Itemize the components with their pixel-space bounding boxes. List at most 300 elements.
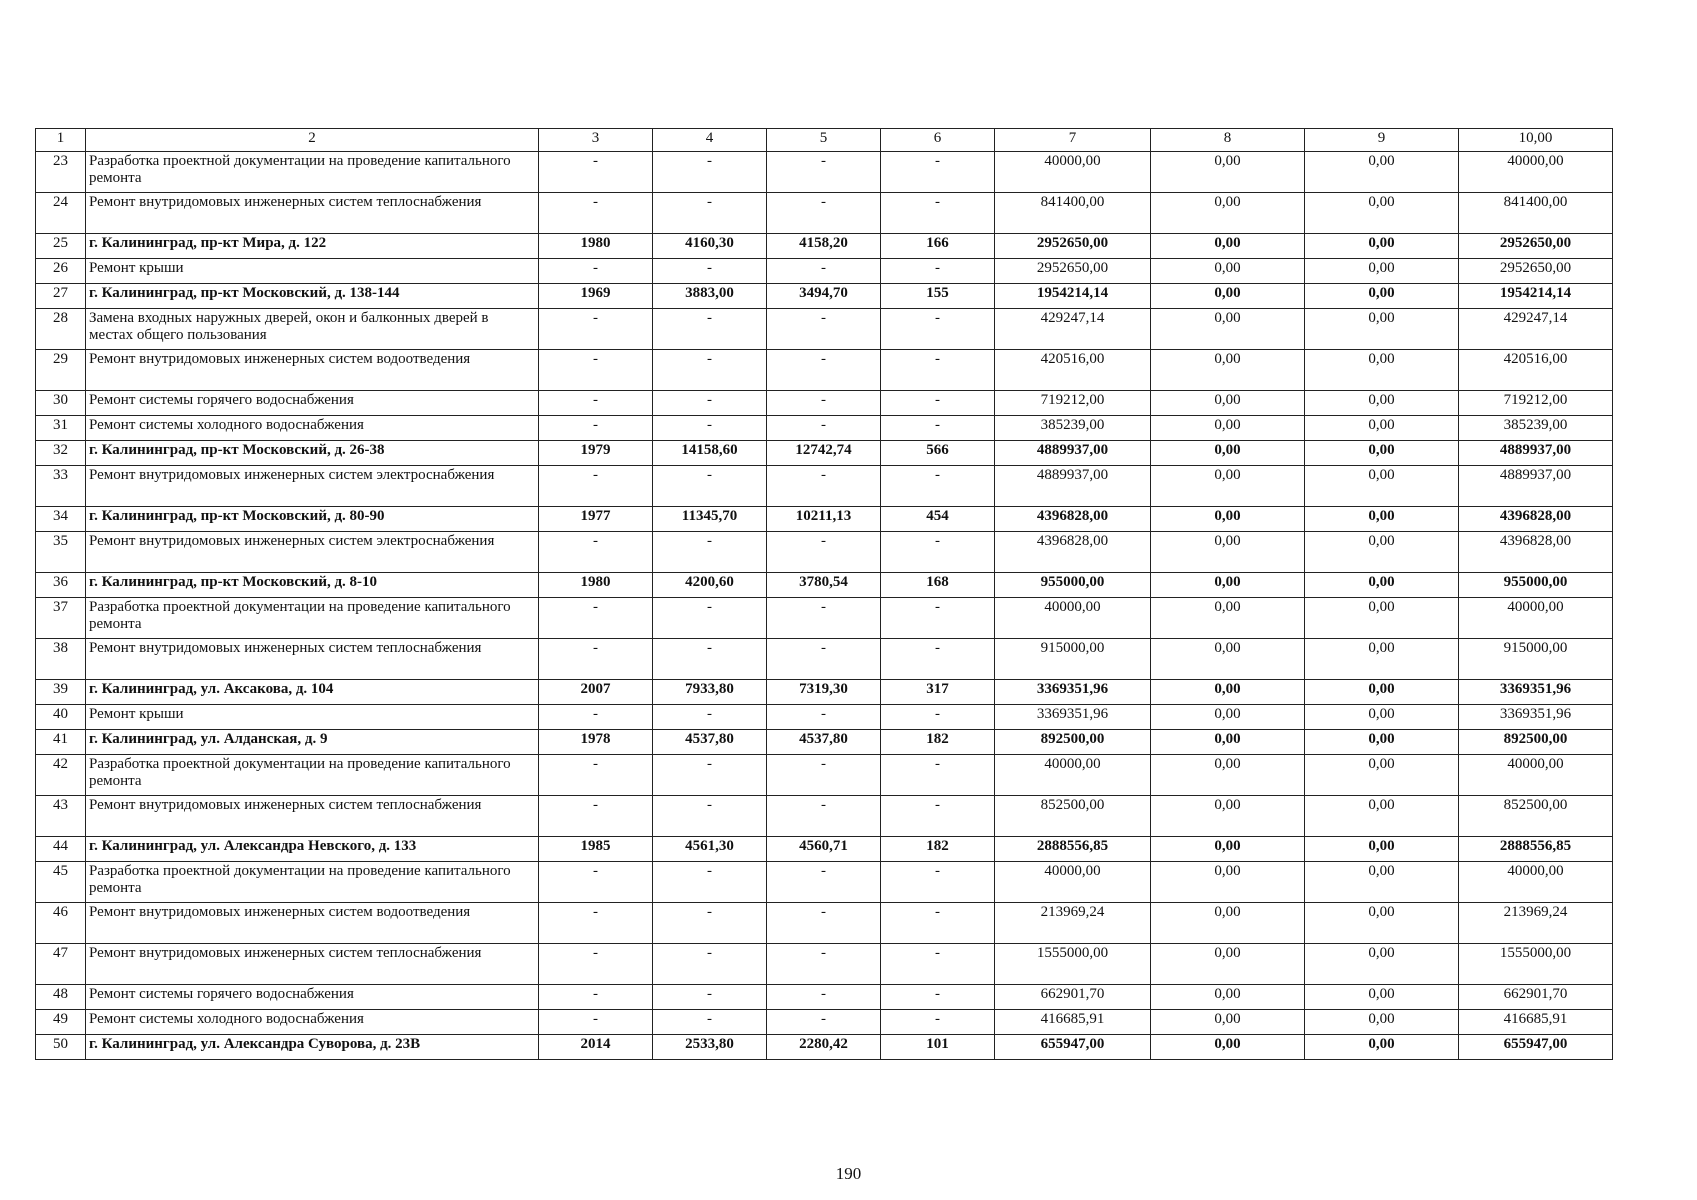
work-name-cell: Ремонт крыши xyxy=(86,705,539,730)
table-row xyxy=(36,639,1613,680)
owners-funds-cell: 915000,00 xyxy=(1459,639,1613,680)
table-row xyxy=(36,193,1613,234)
fund-a-cell: 0,00 xyxy=(1151,730,1305,755)
table-row xyxy=(36,985,1613,1010)
total-cost-cell: 3369351,96 xyxy=(995,680,1151,705)
fund-a-cell: 0,00 xyxy=(1151,152,1305,193)
work-name-cell: Ремонт внутридомовых инженерных систем водоотведения xyxy=(86,903,539,944)
table-row xyxy=(36,573,1613,598)
fund-a-cell: 0,00 xyxy=(1151,284,1305,309)
work-name-cell: Разработка проектной документации на проведение капитального ремонта xyxy=(86,862,539,903)
fund-a-cell: 0,00 xyxy=(1151,234,1305,259)
owners-funds-cell: 4889937,00 xyxy=(1459,441,1613,466)
area-total-cell: 14158,60 xyxy=(653,441,767,466)
owners-funds-cell: 385239,00 xyxy=(1459,416,1613,441)
header-cell: 9 xyxy=(1305,129,1459,152)
owners-funds-cell: 213969,24 xyxy=(1459,903,1613,944)
total-cost-cell: 2952650,00 xyxy=(995,259,1151,284)
row-number-cell: 45 xyxy=(36,862,86,903)
header-cell: 6 xyxy=(881,129,995,152)
work-name-cell: Ремонт внутридомовых инженерных систем теплоснабжения xyxy=(86,639,539,680)
fund-b-cell: 0,00 xyxy=(1305,309,1459,350)
area-total-cell: - xyxy=(653,598,767,639)
row-number-cell: 37 xyxy=(36,598,86,639)
table-row xyxy=(36,755,1613,796)
total-cost-cell: 4889937,00 xyxy=(995,466,1151,507)
fund-b-cell: 0,00 xyxy=(1305,573,1459,598)
area-total-cell: - xyxy=(653,705,767,730)
area-total-cell: 2533,80 xyxy=(653,1035,767,1060)
owners-funds-cell: 655947,00 xyxy=(1459,1035,1613,1060)
row-number-cell: 32 xyxy=(36,441,86,466)
row-number-cell: 50 xyxy=(36,1035,86,1060)
owners-funds-cell: 2952650,00 xyxy=(1459,234,1613,259)
row-number-cell: 35 xyxy=(36,532,86,573)
year-cell: - xyxy=(539,639,653,680)
year-cell: - xyxy=(539,1010,653,1035)
work-name-cell: г. Калининград, пр-кт Московский, д. 8-10 xyxy=(86,573,539,598)
residents-cell: - xyxy=(881,598,995,639)
residents-cell: - xyxy=(881,152,995,193)
area-total-cell: - xyxy=(653,796,767,837)
row-number-cell: 27 xyxy=(36,284,86,309)
fund-b-cell: 0,00 xyxy=(1305,598,1459,639)
year-cell: 1969 xyxy=(539,284,653,309)
area-living-cell: - xyxy=(767,416,881,441)
owners-funds-cell: 420516,00 xyxy=(1459,350,1613,391)
area-living-cell: - xyxy=(767,259,881,284)
residents-cell: - xyxy=(881,985,995,1010)
owners-funds-cell: 4396828,00 xyxy=(1459,532,1613,573)
row-number-cell: 28 xyxy=(36,309,86,350)
work-name-cell: Ремонт системы холодного водоснабжения xyxy=(86,416,539,441)
row-number-cell: 24 xyxy=(36,193,86,234)
owners-funds-cell: 3369351,96 xyxy=(1459,705,1613,730)
area-living-cell: - xyxy=(767,193,881,234)
owners-funds-cell: 40000,00 xyxy=(1459,755,1613,796)
table-row xyxy=(36,680,1613,705)
total-cost-cell: 662901,70 xyxy=(995,985,1151,1010)
fund-b-cell: 0,00 xyxy=(1305,1010,1459,1035)
work-name-cell: Ремонт внутридомовых инженерных систем водоотведения xyxy=(86,350,539,391)
year-cell: - xyxy=(539,796,653,837)
row-number-cell: 38 xyxy=(36,639,86,680)
area-total-cell: - xyxy=(653,391,767,416)
total-cost-cell: 1954214,14 xyxy=(995,284,1151,309)
total-cost-cell: 420516,00 xyxy=(995,350,1151,391)
table-row xyxy=(36,862,1613,903)
owners-funds-cell: 2952650,00 xyxy=(1459,259,1613,284)
total-cost-cell: 1555000,00 xyxy=(995,944,1151,985)
fund-a-cell: 0,00 xyxy=(1151,755,1305,796)
area-living-cell: 3780,54 xyxy=(767,573,881,598)
fund-b-cell: 0,00 xyxy=(1305,466,1459,507)
table-row xyxy=(36,796,1613,837)
row-number-cell: 31 xyxy=(36,416,86,441)
residents-cell: - xyxy=(881,903,995,944)
fund-b-cell: 0,00 xyxy=(1305,1035,1459,1060)
fund-b-cell: 0,00 xyxy=(1305,391,1459,416)
work-name-cell: г. Калининград, ул. Алданская, д. 9 xyxy=(86,730,539,755)
owners-funds-cell: 852500,00 xyxy=(1459,796,1613,837)
row-number-cell: 23 xyxy=(36,152,86,193)
residents-cell: 101 xyxy=(881,1035,995,1060)
fund-a-cell: 0,00 xyxy=(1151,391,1305,416)
work-name-cell: г. Калининград, ул. Александра Суворова, д. 23В xyxy=(86,1035,539,1060)
row-number-cell: 47 xyxy=(36,944,86,985)
residents-cell: - xyxy=(881,466,995,507)
row-number-cell: 46 xyxy=(36,903,86,944)
row-number-cell: 29 xyxy=(36,350,86,391)
work-name-cell: г. Калининград, пр-кт Московский, д. 26-38 xyxy=(86,441,539,466)
year-cell: - xyxy=(539,532,653,573)
area-living-cell: 4560,71 xyxy=(767,837,881,862)
total-cost-cell: 841400,00 xyxy=(995,193,1151,234)
table-row xyxy=(36,284,1613,309)
fund-b-cell: 0,00 xyxy=(1305,862,1459,903)
area-living-cell: - xyxy=(767,391,881,416)
table-row xyxy=(36,1010,1613,1035)
row-number-cell: 39 xyxy=(36,680,86,705)
row-number-cell: 43 xyxy=(36,796,86,837)
total-cost-cell: 4889937,00 xyxy=(995,441,1151,466)
table-row xyxy=(36,391,1613,416)
table-row xyxy=(36,1035,1613,1060)
total-cost-cell: 3369351,96 xyxy=(995,705,1151,730)
header-cell: 1 xyxy=(36,129,86,152)
owners-funds-cell: 841400,00 xyxy=(1459,193,1613,234)
fund-a-cell: 0,00 xyxy=(1151,573,1305,598)
fund-b-cell: 0,00 xyxy=(1305,152,1459,193)
year-cell: 1985 xyxy=(539,837,653,862)
total-cost-cell: 40000,00 xyxy=(995,598,1151,639)
fund-a-cell: 0,00 xyxy=(1151,903,1305,944)
row-number-cell: 48 xyxy=(36,985,86,1010)
work-name-cell: Разработка проектной документации на проведение капитального ремонта xyxy=(86,152,539,193)
table-row xyxy=(36,903,1613,944)
total-cost-cell: 385239,00 xyxy=(995,416,1151,441)
year-cell: - xyxy=(539,862,653,903)
owners-funds-cell: 429247,14 xyxy=(1459,309,1613,350)
area-living-cell: 7319,30 xyxy=(767,680,881,705)
fund-b-cell: 0,00 xyxy=(1305,259,1459,284)
residents-cell: 166 xyxy=(881,234,995,259)
work-name-cell: Разработка проектной документации на проведение капитального ремонта xyxy=(86,755,539,796)
area-living-cell: - xyxy=(767,350,881,391)
year-cell: 2014 xyxy=(539,1035,653,1060)
row-number-cell: 26 xyxy=(36,259,86,284)
work-name-cell: Ремонт системы холодного водоснабжения xyxy=(86,1010,539,1035)
fund-a-cell: 0,00 xyxy=(1151,309,1305,350)
area-living-cell: - xyxy=(767,944,881,985)
work-name-cell: Ремонт внутридомовых инженерных систем теплоснабжения xyxy=(86,944,539,985)
total-cost-cell: 655947,00 xyxy=(995,1035,1151,1060)
owners-funds-cell: 662901,70 xyxy=(1459,985,1613,1010)
year-cell: - xyxy=(539,416,653,441)
area-total-cell: - xyxy=(653,862,767,903)
data-table xyxy=(35,128,1613,1060)
fund-b-cell: 0,00 xyxy=(1305,284,1459,309)
owners-funds-cell: 4396828,00 xyxy=(1459,507,1613,532)
area-total-cell: - xyxy=(653,1010,767,1035)
area-living-cell: - xyxy=(767,705,881,730)
area-total-cell: - xyxy=(653,944,767,985)
work-name-cell: Ремонт внутридомовых инженерных систем электроснабжения xyxy=(86,532,539,573)
work-name-cell: Ремонт системы горячего водоснабжения xyxy=(86,985,539,1010)
work-name-cell: г. Калининград, пр-кт Московский, д. 80-90 xyxy=(86,507,539,532)
owners-funds-cell: 4889937,00 xyxy=(1459,466,1613,507)
year-cell: 1977 xyxy=(539,507,653,532)
owners-funds-cell: 3369351,96 xyxy=(1459,680,1613,705)
residents-cell: - xyxy=(881,416,995,441)
table-row xyxy=(36,350,1613,391)
work-name-cell: г. Калининград, ул. Александра Невского, д. 133 xyxy=(86,837,539,862)
year-cell: - xyxy=(539,193,653,234)
residents-cell: 454 xyxy=(881,507,995,532)
fund-a-cell: 0,00 xyxy=(1151,862,1305,903)
table-row xyxy=(36,259,1613,284)
total-cost-cell: 955000,00 xyxy=(995,573,1151,598)
residents-cell: 182 xyxy=(881,730,995,755)
area-living-cell: - xyxy=(767,309,881,350)
fund-b-cell: 0,00 xyxy=(1305,639,1459,680)
table-row xyxy=(36,441,1613,466)
row-number-cell: 36 xyxy=(36,573,86,598)
area-living-cell: - xyxy=(767,639,881,680)
residents-cell: - xyxy=(881,193,995,234)
area-total-cell: - xyxy=(653,309,767,350)
work-name-cell: Замена входных наружных дверей, окон и балконных дверей в местах общего пользования xyxy=(86,309,539,350)
fund-b-cell: 0,00 xyxy=(1305,796,1459,837)
fund-b-cell: 0,00 xyxy=(1305,680,1459,705)
year-cell: - xyxy=(539,755,653,796)
area-living-cell: - xyxy=(767,755,881,796)
row-number-cell: 25 xyxy=(36,234,86,259)
year-cell: - xyxy=(539,350,653,391)
area-total-cell: - xyxy=(653,259,767,284)
fund-b-cell: 0,00 xyxy=(1305,507,1459,532)
area-living-cell: - xyxy=(767,903,881,944)
fund-a-cell: 0,00 xyxy=(1151,1035,1305,1060)
header-cell: 4 xyxy=(653,129,767,152)
fund-a-cell: 0,00 xyxy=(1151,193,1305,234)
table-row xyxy=(36,944,1613,985)
total-cost-cell: 892500,00 xyxy=(995,730,1151,755)
fund-b-cell: 0,00 xyxy=(1305,350,1459,391)
fund-b-cell: 0,00 xyxy=(1305,903,1459,944)
work-name-cell: г. Калининград, пр-кт Мира, д. 122 xyxy=(86,234,539,259)
total-cost-cell: 4396828,00 xyxy=(995,532,1151,573)
table-row xyxy=(36,837,1613,862)
header-cell: 2 xyxy=(86,129,539,152)
total-cost-cell: 40000,00 xyxy=(995,755,1151,796)
fund-b-cell: 0,00 xyxy=(1305,441,1459,466)
year-cell: - xyxy=(539,391,653,416)
area-living-cell: 12742,74 xyxy=(767,441,881,466)
owners-funds-cell: 2888556,85 xyxy=(1459,837,1613,862)
year-cell: - xyxy=(539,705,653,730)
area-living-cell: - xyxy=(767,796,881,837)
year-cell: - xyxy=(539,598,653,639)
residents-cell: - xyxy=(881,755,995,796)
area-living-cell: - xyxy=(767,862,881,903)
total-cost-cell: 213969,24 xyxy=(995,903,1151,944)
owners-funds-cell: 719212,00 xyxy=(1459,391,1613,416)
fund-a-cell: 0,00 xyxy=(1151,507,1305,532)
area-living-cell: - xyxy=(767,152,881,193)
residents-cell: - xyxy=(881,1010,995,1035)
fund-a-cell: 0,00 xyxy=(1151,259,1305,284)
area-total-cell: - xyxy=(653,193,767,234)
year-cell: - xyxy=(539,985,653,1010)
area-total-cell: 3883,00 xyxy=(653,284,767,309)
residents-cell: 182 xyxy=(881,837,995,862)
header-cell: 7 xyxy=(995,129,1151,152)
area-total-cell: 4200,60 xyxy=(653,573,767,598)
work-name-cell: г. Калининград, пр-кт Московский, д. 138-144 xyxy=(86,284,539,309)
residents-cell: 317 xyxy=(881,680,995,705)
area-total-cell: 7933,80 xyxy=(653,680,767,705)
fund-a-cell: 0,00 xyxy=(1151,639,1305,680)
area-total-cell: - xyxy=(653,903,767,944)
total-cost-cell: 719212,00 xyxy=(995,391,1151,416)
area-living-cell: 2280,42 xyxy=(767,1035,881,1060)
area-living-cell: 3494,70 xyxy=(767,284,881,309)
work-name-cell: Ремонт системы горячего водоснабжения xyxy=(86,391,539,416)
table-row xyxy=(36,705,1613,730)
table-header-row xyxy=(36,129,1613,152)
year-cell: 1980 xyxy=(539,573,653,598)
fund-a-cell: 0,00 xyxy=(1151,350,1305,391)
year-cell: - xyxy=(539,259,653,284)
year-cell: - xyxy=(539,944,653,985)
total-cost-cell: 4396828,00 xyxy=(995,507,1151,532)
area-living-cell: 4158,20 xyxy=(767,234,881,259)
table-row xyxy=(36,598,1613,639)
table-row xyxy=(36,234,1613,259)
year-cell: - xyxy=(539,152,653,193)
fund-a-cell: 0,00 xyxy=(1151,985,1305,1010)
residents-cell: - xyxy=(881,350,995,391)
area-total-cell: - xyxy=(653,755,767,796)
table-row xyxy=(36,532,1613,573)
area-total-cell: - xyxy=(653,466,767,507)
area-living-cell: 4537,80 xyxy=(767,730,881,755)
residents-cell: - xyxy=(881,309,995,350)
residents-cell: - xyxy=(881,796,995,837)
area-total-cell: - xyxy=(653,152,767,193)
row-number-cell: 33 xyxy=(36,466,86,507)
fund-b-cell: 0,00 xyxy=(1305,755,1459,796)
fund-b-cell: 0,00 xyxy=(1305,234,1459,259)
fund-a-cell: 0,00 xyxy=(1151,441,1305,466)
area-living-cell: - xyxy=(767,532,881,573)
total-cost-cell: 416685,91 xyxy=(995,1010,1151,1035)
owners-funds-cell: 416685,91 xyxy=(1459,1010,1613,1035)
table-row xyxy=(36,309,1613,350)
fund-a-cell: 0,00 xyxy=(1151,466,1305,507)
row-number-cell: 44 xyxy=(36,837,86,862)
fund-b-cell: 0,00 xyxy=(1305,944,1459,985)
fund-b-cell: 0,00 xyxy=(1305,730,1459,755)
area-total-cell: - xyxy=(653,416,767,441)
row-number-cell: 34 xyxy=(36,507,86,532)
residents-cell: - xyxy=(881,944,995,985)
owners-funds-cell: 40000,00 xyxy=(1459,862,1613,903)
area-total-cell: - xyxy=(653,639,767,680)
work-name-cell: Ремонт внутридомовых инженерных систем теплоснабжения xyxy=(86,193,539,234)
fund-b-cell: 0,00 xyxy=(1305,985,1459,1010)
year-cell: 1980 xyxy=(539,234,653,259)
area-living-cell: 10211,13 xyxy=(767,507,881,532)
fund-a-cell: 0,00 xyxy=(1151,796,1305,837)
year-cell: 2007 xyxy=(539,680,653,705)
header-cell: 3 xyxy=(539,129,653,152)
area-total-cell: - xyxy=(653,985,767,1010)
total-cost-cell: 40000,00 xyxy=(995,152,1151,193)
owners-funds-cell: 40000,00 xyxy=(1459,598,1613,639)
row-number-cell: 42 xyxy=(36,755,86,796)
fund-b-cell: 0,00 xyxy=(1305,532,1459,573)
area-total-cell: - xyxy=(653,532,767,573)
owners-funds-cell: 955000,00 xyxy=(1459,573,1613,598)
table-row xyxy=(36,152,1613,193)
table-row xyxy=(36,466,1613,507)
residents-cell: - xyxy=(881,259,995,284)
fund-a-cell: 0,00 xyxy=(1151,837,1305,862)
owners-funds-cell: 892500,00 xyxy=(1459,730,1613,755)
header-cell: 8 xyxy=(1151,129,1305,152)
fund-a-cell: 0,00 xyxy=(1151,705,1305,730)
residents-cell: - xyxy=(881,639,995,680)
year-cell: 1979 xyxy=(539,441,653,466)
work-name-cell: Разработка проектной документации на проведение капитального ремонта xyxy=(86,598,539,639)
total-cost-cell: 852500,00 xyxy=(995,796,1151,837)
total-cost-cell: 40000,00 xyxy=(995,862,1151,903)
work-name-cell: г. Калининград, ул. Аксакова, д. 104 xyxy=(86,680,539,705)
total-cost-cell: 2888556,85 xyxy=(995,837,1151,862)
fund-b-cell: 0,00 xyxy=(1305,416,1459,441)
fund-a-cell: 0,00 xyxy=(1151,416,1305,441)
residents-cell: - xyxy=(881,862,995,903)
work-name-cell: Ремонт крыши xyxy=(86,259,539,284)
area-total-cell: 4160,30 xyxy=(653,234,767,259)
fund-a-cell: 0,00 xyxy=(1151,1010,1305,1035)
area-living-cell: - xyxy=(767,466,881,507)
total-cost-cell: 915000,00 xyxy=(995,639,1151,680)
work-name-cell: Ремонт внутридомовых инженерных систем электроснабжения xyxy=(86,466,539,507)
residents-cell: - xyxy=(881,705,995,730)
row-number-cell: 30 xyxy=(36,391,86,416)
fund-a-cell: 0,00 xyxy=(1151,680,1305,705)
area-total-cell: 4561,30 xyxy=(653,837,767,862)
row-number-cell: 41 xyxy=(36,730,86,755)
area-total-cell: 4537,80 xyxy=(653,730,767,755)
area-total-cell: 11345,70 xyxy=(653,507,767,532)
table-row xyxy=(36,730,1613,755)
residents-cell: - xyxy=(881,391,995,416)
row-number-cell: 49 xyxy=(36,1010,86,1035)
fund-a-cell: 0,00 xyxy=(1151,598,1305,639)
residents-cell: 168 xyxy=(881,573,995,598)
area-living-cell: - xyxy=(767,1010,881,1035)
owners-funds-cell: 40000,00 xyxy=(1459,152,1613,193)
table-row xyxy=(36,416,1613,441)
fund-b-cell: 0,00 xyxy=(1305,193,1459,234)
year-cell: - xyxy=(539,903,653,944)
year-cell: - xyxy=(539,309,653,350)
owners-funds-cell: 1954214,14 xyxy=(1459,284,1613,309)
